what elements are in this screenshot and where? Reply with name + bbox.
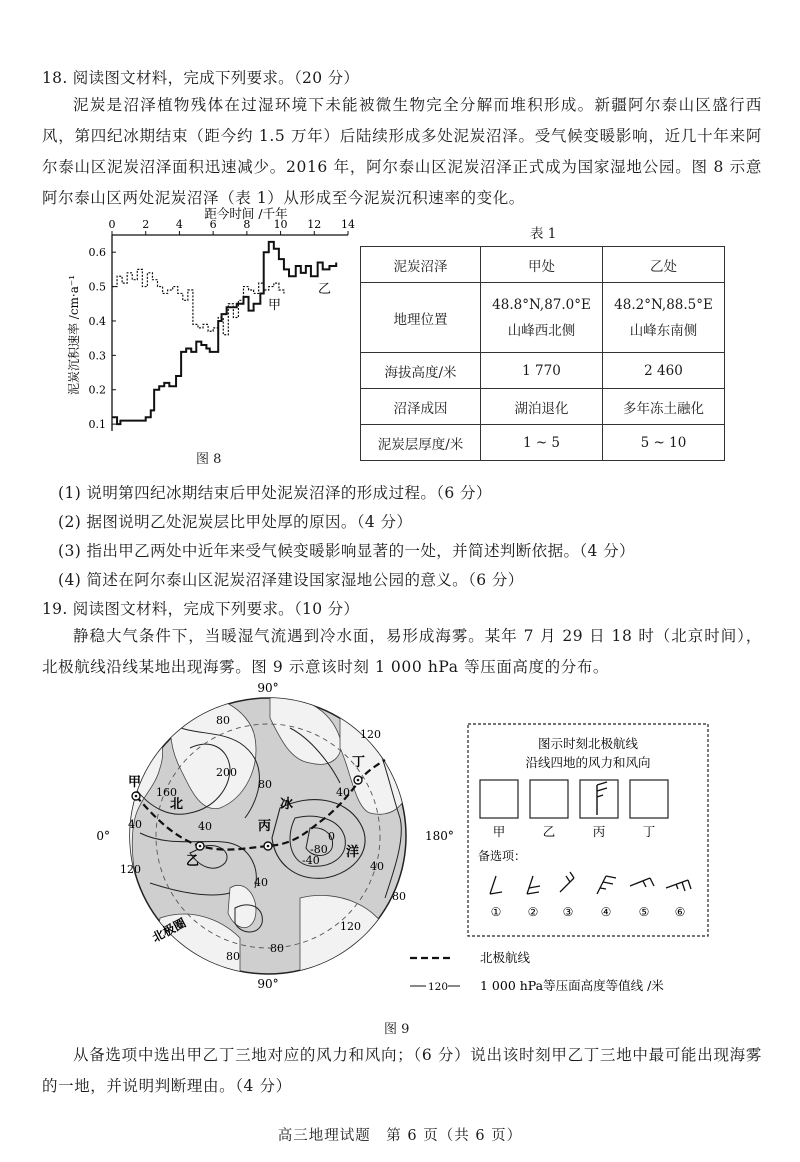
q19-paragraph: 静稳大气条件下，当暖湿气流遇到冷水面，易形成海雾。某年 7 月 29 日 18 时（北京时间），北极航线沿线某地出现海雾。图 9 示意该时刻 1 000 hPa 等压面高度的分布。 [42,627,762,676]
fig8-chart [56,205,356,445]
fig8-series-jia-line [112,269,284,334]
contour-value-label: 0 [328,830,335,843]
table1-cell-line: 48.8°N,87.0°E [492,296,591,313]
fig8-caption: 图 8 [196,452,222,467]
table1-cell: 1 ~ 5 [481,425,603,461]
wind-answer-box-yi [530,780,568,818]
contour-value-label: -80 [310,843,328,856]
lon-label-left: 0° [96,829,110,843]
fig8-series-label-yi: 乙 [318,282,332,297]
fig8-x-tick-label: 6 [209,218,217,231]
table1-row-label: 海拔高度/米 [361,353,481,389]
region-label-yang: 洋 [346,845,360,860]
fig9-legend [410,950,664,993]
contour-value-label: 160 [156,786,177,799]
wind-option-4-label: ④ [600,905,612,919]
station-ding-marker [354,776,362,784]
fig8-series-label-jia: 甲 [268,298,282,313]
table1-caption: 表 1 [530,226,557,242]
wind-option-3-label: ③ [562,905,574,919]
region-label-bing: 冰 [280,797,294,812]
lon-label-right: 180° [425,829,454,843]
contour-value-label: 120 [360,728,381,741]
fig8-x-tick-label: 4 [175,218,183,231]
fig8-series-yi-line [112,242,336,424]
fig8-x-tick-label: 12 [307,218,322,231]
table1-header: 乙处 [603,247,725,283]
table1-row [361,283,725,353]
station-bing-marker [264,842,272,850]
contour-value-label: -40 [302,854,320,867]
place-label-ding: 丁 [352,755,366,770]
q18-subquestion-3: (3) 指出甲乙两处中近年来受气候变暖影响显著的一处，并简述判断依据。（4 分） [58,542,635,560]
table1-row [361,353,725,389]
q18-subquestion-2: (2) 据图说明乙处泥炭层比甲处厚的原因。（4 分） [58,513,413,531]
table1-cell: 湖泊退化 [481,389,603,425]
contour-value-label: 40 [128,818,142,831]
table1-cell: 1 770 [481,353,603,389]
q19-title: 19. 阅读图文材料，完成下列要求。（10 分） [42,600,360,618]
table1-cell: 多年冻土融化 [603,389,725,425]
wind-box-place-jia: 甲 [492,824,506,839]
q18-title: 18. 阅读图文材料，完成下列要求。（20 分） [42,69,360,87]
table1 [360,246,725,461]
fig8-x-tick-label: 2 [142,218,150,231]
fig8-x-tick-label: 0 [108,218,116,231]
page-footer: 高三地理试题 第 6 页（共 6 页） [277,1128,523,1144]
contour-value-label: 40 [254,876,268,889]
fig8-x-tick-label: 14 [341,218,355,231]
wind-box-place-bing: 丙 [592,824,606,839]
place-label-bing: 丙 [258,819,272,834]
station-jia-marker [132,792,140,800]
table1-header-row [361,247,725,283]
place-label-jia: 甲 [128,775,142,790]
wind-option-1-label: ① [490,905,502,919]
table1-cell [481,283,603,353]
wind-answer-box-jia [480,780,518,818]
table1-row-label: 沼泽成因 [361,389,481,425]
contour-value-label: 80 [392,890,406,903]
q19-question-text: 从备选项中选出甲乙丁三地对应的风力和风向；（6 分）说出该时刻甲乙丁三地中最可能出现海雾的一地，并说明判断理由。（4 分） [42,1046,762,1095]
wind-box-title-1: 图示时刻北极航线 [537,736,639,751]
wind-option-5-label: ⑤ [638,905,650,919]
table1-cell [603,283,725,353]
fig8-y-tick-label: 0.4 [88,314,106,328]
region-label-arctic-circle: 北极圈 [149,915,189,945]
lon-label-bottom: 90° [257,977,279,991]
wind-option-2-label: ② [527,905,539,919]
contour-value-label: 80 [226,950,240,963]
table1-row [361,389,725,425]
wind-box-place-ding: 丁 [642,824,656,839]
legend-route-label: 北极航线 [480,950,531,965]
fig8-y-tick-label: 0.2 [88,383,106,397]
table1-cell-line: 48.2°N,88.5°E [614,296,713,313]
fig8-y-tick-label: 0.6 [88,246,106,260]
contour-value-label: 80 [216,714,230,727]
fig8-y-tick-label: 0.1 [88,418,106,432]
q18-subquestion-1: (1) 说明第四纪冰期结束后甲处泥炭沼泽的形成过程。（6 分） [58,484,492,502]
fig8-y-tick-label: 0.5 [88,280,106,294]
wind-answer-box-bing [580,780,618,818]
options-label: 备选项： [478,849,527,863]
table1-cell: 5 ~ 10 [603,425,725,461]
q18-paragraph: 泥炭是沼泽植物残体在过湿环境下未能被微生物完全分解而堆积形成。新疆阿尔泰山区盛行西风，第四纪冰期结束（距今约 1.5 万年）后陆续形成多处泥炭沼泽。受气候变暖影响，近几十年来阿尔泰山区泥炭沼泽面积迅速减少。2016 年，阿尔泰山区泥炭沼泽正式成为国家湿地公园。图 8 示意阿尔泰山区两处泥炭沼泽（表 1）从形成至今泥炭沉积速率的变化。 [42,96,762,207]
lon-label-top: 90° [257,681,279,695]
table1-cell-line: 山峰西北侧 [507,322,576,339]
wind-box [468,724,708,936]
table1-cell-line: 山峰东南侧 [629,322,698,339]
table1-header: 泥炭沼泽 [361,247,481,283]
station-yi-marker [196,842,204,850]
contour-value-label: 40 [370,860,384,873]
wind-box-place-yi: 乙 [542,824,556,839]
fig9-caption: 图 9 [384,1022,410,1037]
contour-value-label: 200 [216,766,237,779]
wind-box-title-2: 沿线四地的风力和风向 [525,755,651,770]
q18-subquestion-4: (4) 简述在阿尔泰山区泥炭沼泽建设国家湿地公园的意义。（6 分） [58,571,524,589]
fig8-x-axis-label: 距今时间 /千年 [204,206,288,221]
region-label-bei: 北 [170,797,184,812]
table1-header: 甲处 [481,247,603,283]
fig8-x-tick-label: 8 [243,218,251,231]
contour-value-label: 80 [258,778,272,791]
contour-value-label: 40 [198,820,212,833]
table1-row-label: 泥炭层厚度/米 [361,425,481,461]
fig8-y-tick-label: 0.3 [88,349,106,363]
contour-value-label: 80 [270,942,284,955]
table1-row-label: 地理位置 [361,283,481,353]
fig8-y-axis-label: 泥炭沉积速率 /cm·a⁻¹ [67,274,81,396]
fig9-map [40,668,780,1018]
legend-contour-value: 120 [428,981,449,993]
wind-option-6-label: ⑥ [674,905,686,919]
contour-value-label: 120 [120,863,141,876]
place-label-yi: 乙 [186,854,200,869]
table1-row [361,425,725,461]
contour-value-label: 40 [336,786,350,799]
fig8-x-tick-label: 10 [273,218,288,231]
contour-value-label: 120 [340,920,361,933]
wind-answer-box-ding [630,780,668,818]
table1-cell: 2 460 [603,353,725,389]
legend-contour-label: 1 000 hPa等压面高度等值线 /米 [480,978,664,993]
